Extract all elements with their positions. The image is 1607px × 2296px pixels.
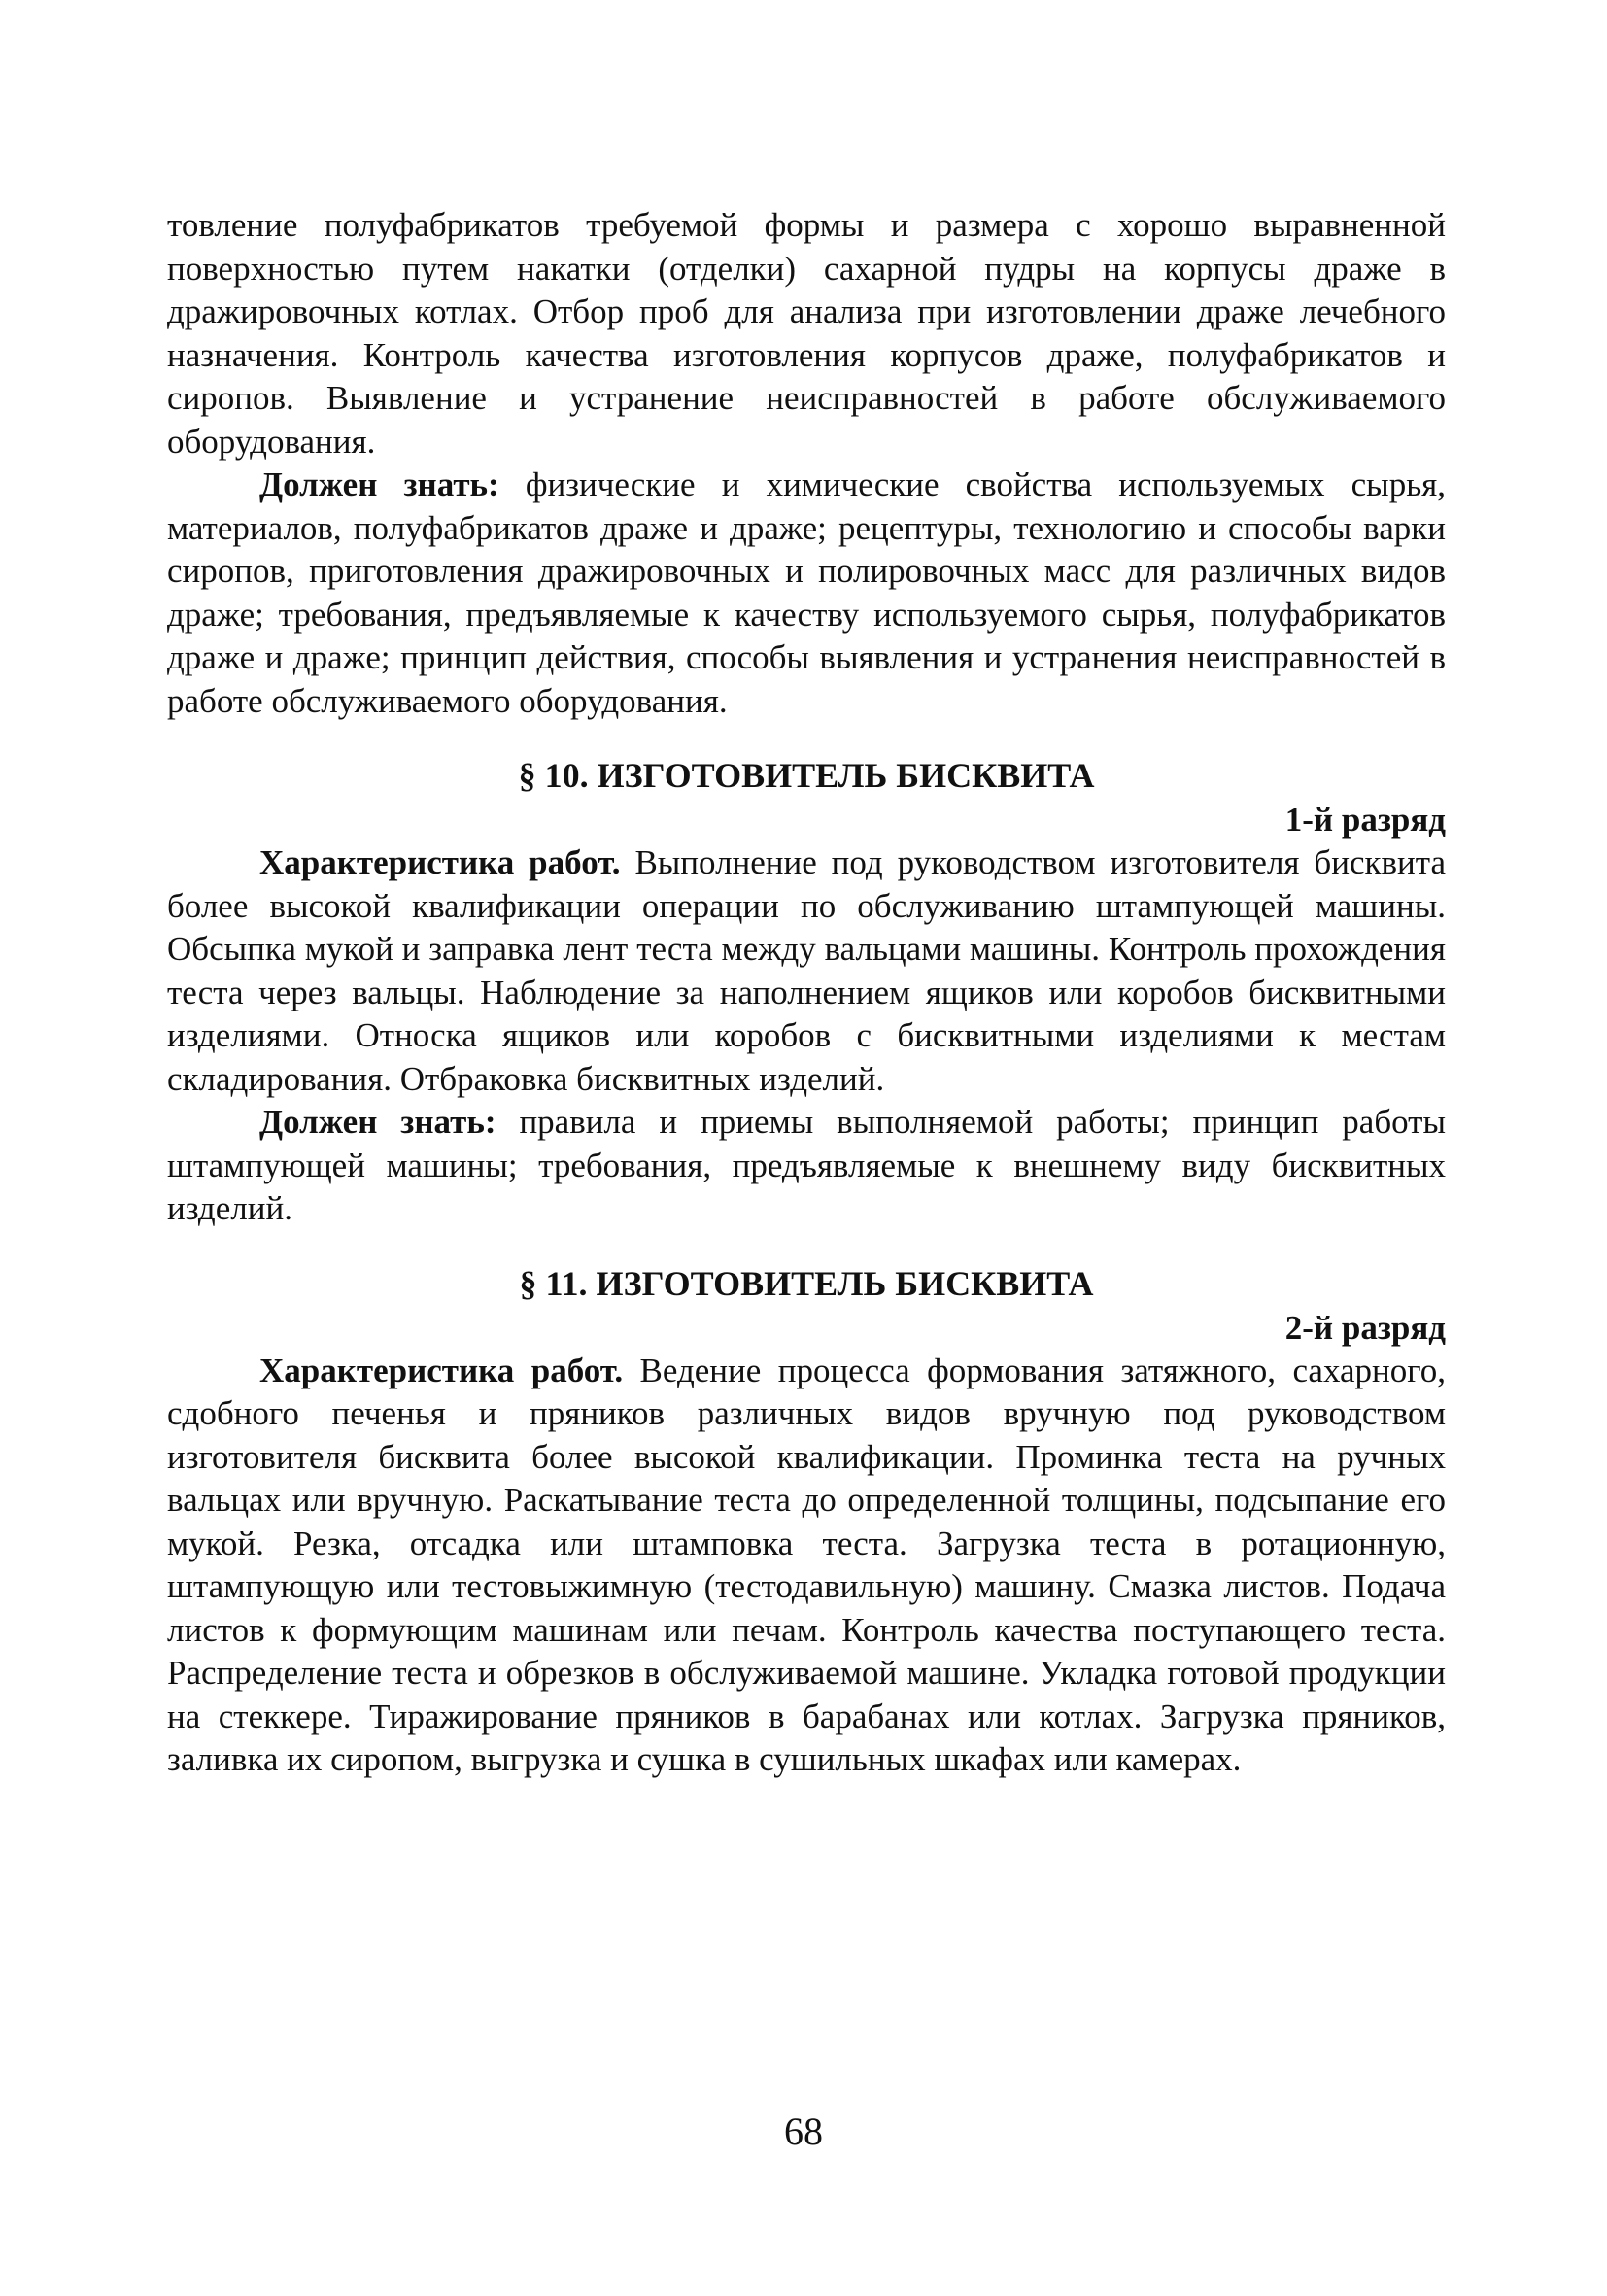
paragraph-lead: Характеристика работ. <box>259 843 621 881</box>
section-11-rank: 2-й разряд <box>1284 1308 1446 1347</box>
paragraph-text: правила и приемы выполняемой работы; принцип работы штампующей машины; требования, предъявляемые к внешнему виду бисквитных изделий. <box>167 1103 1446 1227</box>
page-number: 68 <box>784 2109 823 2153</box>
section-10-rank: 1-й разряд <box>1284 801 1446 839</box>
paragraph-lead: Должен знать: <box>259 465 499 503</box>
paragraph-must-know <box>167 463 1446 723</box>
section-10-heading: § 10. ИЗГОТОВИТЕЛЬ БИСКВИТА <box>518 756 1095 795</box>
section-10-work-characteristics <box>167 841 1446 1101</box>
paragraph-text: Выполнение под руководством изготовителя бисквита более высокой квалификации операции по обслуживанию штампующей машины. Обсыпка мукой и заправка лент теста между вальцами машины. Контроль прохождения теста через вальцы. Наблюдение за наполнением ящиков или коробов бисквитными изделиями. Относка ящиков или коробов с бисквитными изделиями к местам складирования. Отбраковка бисквитных изделий. <box>167 843 1446 1098</box>
section-11-heading: § 11. ИЗГОТОВИТЕЛЬ БИСКВИТА <box>519 1263 1094 1303</box>
paragraph-lead: Должен знать: <box>259 1103 496 1141</box>
paragraph-continuation <box>167 204 1446 463</box>
paragraph-text: Ведение процесса формования затяжного, сахарного, сдобного печенья и пряников различных видов вручную под руководством изготовителя бисквита более высокой квалификации. Проминка теста на ручных вальцах или вручную. Раскатывание теста до определенной толщины, подсыпание его мукой. Резка, отсадка или штамповка теста. Загрузка теста в ротационную, штампующую или тестовыжимную (тестодавильную) машину. Смазка листов. Подача листов к формующим машинам или печам. Контроль качества поступающего теста. Распределение теста и обрезков в обслуживаемой машине. Укладка готовой продукции на стеккере. Тиражирование пряников в барабанах или котлах. Загрузка пряников, заливка их сиропом, выгрузка и сушка в сушильных шкафах или камерах. <box>167 1351 1446 1778</box>
paragraph-text: физические и химические свойства используемых сырья, материалов, полуфабрикатов драже и драже; рецептуры, технологию и способы варки сиропов, приготовления дражировочных и полировочных масс для различных видов драже; требования, предъявляемые к качеству используемого сырья, полуфабрикатов драже и драже; принцип действия, способы выявления и устранения неисправностей в работе обслуживаемого оборудования. <box>167 465 1446 720</box>
section-11-work-characteristics <box>167 1350 1446 1782</box>
section-10-must-know <box>167 1101 1446 1231</box>
paragraph-text: товление полуфабрикатов требуемой формы и размера с хорошо выравненной поверхностью путем накатки (отделки) сахарной пудры на корпусы драже в дражировочных котлах. Отбор проб для анализа при изготовлении драже лечебного назначения. Контроль качества изготовления корпусов драже, полуфабрикатов и сиропов. Выявление и устранение неисправностей в работе обслуживаемого оборудования. <box>167 206 1446 461</box>
page-content <box>167 204 1446 1782</box>
paragraph-lead: Характеристика работ. <box>259 1351 624 1389</box>
